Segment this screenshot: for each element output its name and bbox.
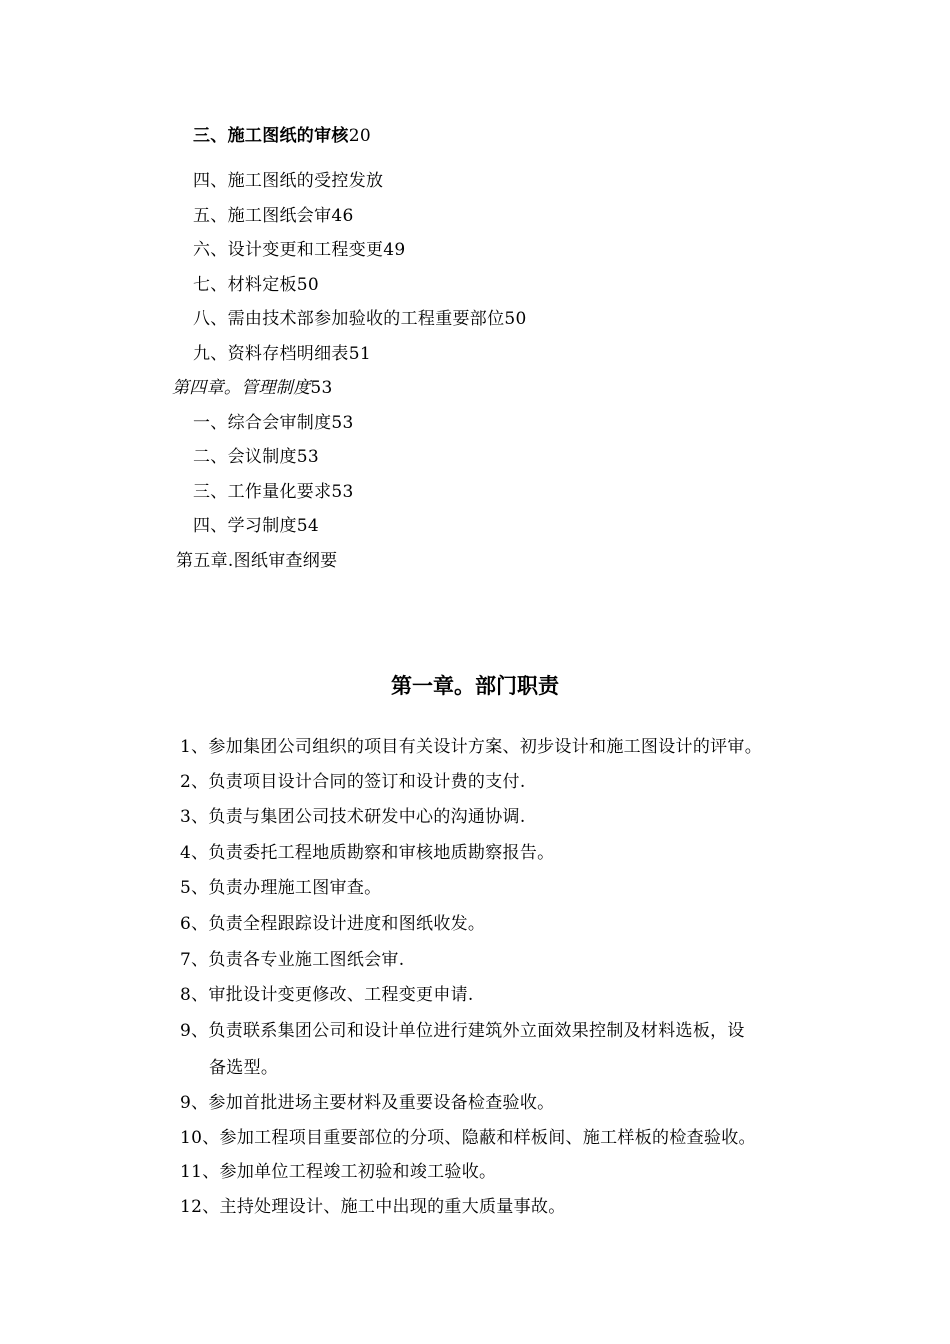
toc-item: 六、设计变更和工程变更49	[193, 240, 406, 260]
duty-item: 2、负责项目设计合同的签订和设计费的支付.	[180, 772, 526, 792]
toc-item-label: 三、施工图纸的审核	[193, 126, 349, 146]
toc-item: 一、综合会审制度53	[193, 413, 354, 433]
duty-item: 9、参加首批进场主要材料及重要设备检查验收。	[180, 1093, 555, 1113]
duty-item: 7、负责各专业施工图纸会审.	[180, 950, 405, 970]
duty-item: 1、参加集团公司组织的项目有关设计方案、初步设计和施工图设计的评审。	[180, 737, 763, 757]
duty-item-continuation: 备选型。	[209, 1058, 279, 1078]
toc-chapter-page: 53	[310, 378, 333, 398]
duty-item: 4、负责委托工程地质勘察和审核地质勘察报告。	[180, 843, 555, 863]
toc-item: 九、资料存档明细表51	[193, 344, 371, 364]
toc-item: 四、施工图纸的受控发放	[193, 171, 384, 191]
toc-item-page: 20	[348, 126, 371, 146]
toc-item	[193, 125, 371, 147]
toc-item: 五、施工图纸会审46	[193, 206, 354, 226]
duty-item: 3、负责与集团公司技术研发中心的沟通协调.	[180, 807, 526, 827]
toc-chapter	[172, 377, 333, 399]
duty-item: 9、负责联系集团公司和设计单位进行建筑外立面效果控制及材料选板，设	[180, 1021, 745, 1041]
duty-item: 10、参加工程项目重要部位的分项、隐蔽和样板间、施工样板的检查验收。	[180, 1128, 756, 1148]
duty-item: 8、审批设计变更修改、工程变更申请.	[180, 985, 474, 1005]
toc-item: 八、需由技术部参加验收的工程重要部位50	[193, 309, 527, 329]
toc-item: 四、学习制度54	[193, 516, 320, 536]
toc-item: 三、工作量化要求53	[193, 482, 354, 502]
duty-item: 6、负责全程跟踪设计进度和图纸收发。	[180, 914, 486, 934]
toc-chapter: 第五章.图纸审查纲要	[176, 551, 338, 571]
toc-item: 七、材料定板50	[193, 275, 320, 295]
chapter-title: 第一章。部门职责	[391, 674, 559, 698]
duty-item: 5、负责办理施工图审查。	[180, 878, 382, 898]
duty-item: 11、参加单位工程竣工初验和竣工验收。	[180, 1162, 497, 1182]
toc-chapter-label: 第四章。管理制度	[172, 378, 311, 398]
toc-item: 二、会议制度53	[193, 447, 320, 467]
duty-item: 12、主持处理设计、施工中出现的重大质量事故。	[180, 1197, 566, 1217]
